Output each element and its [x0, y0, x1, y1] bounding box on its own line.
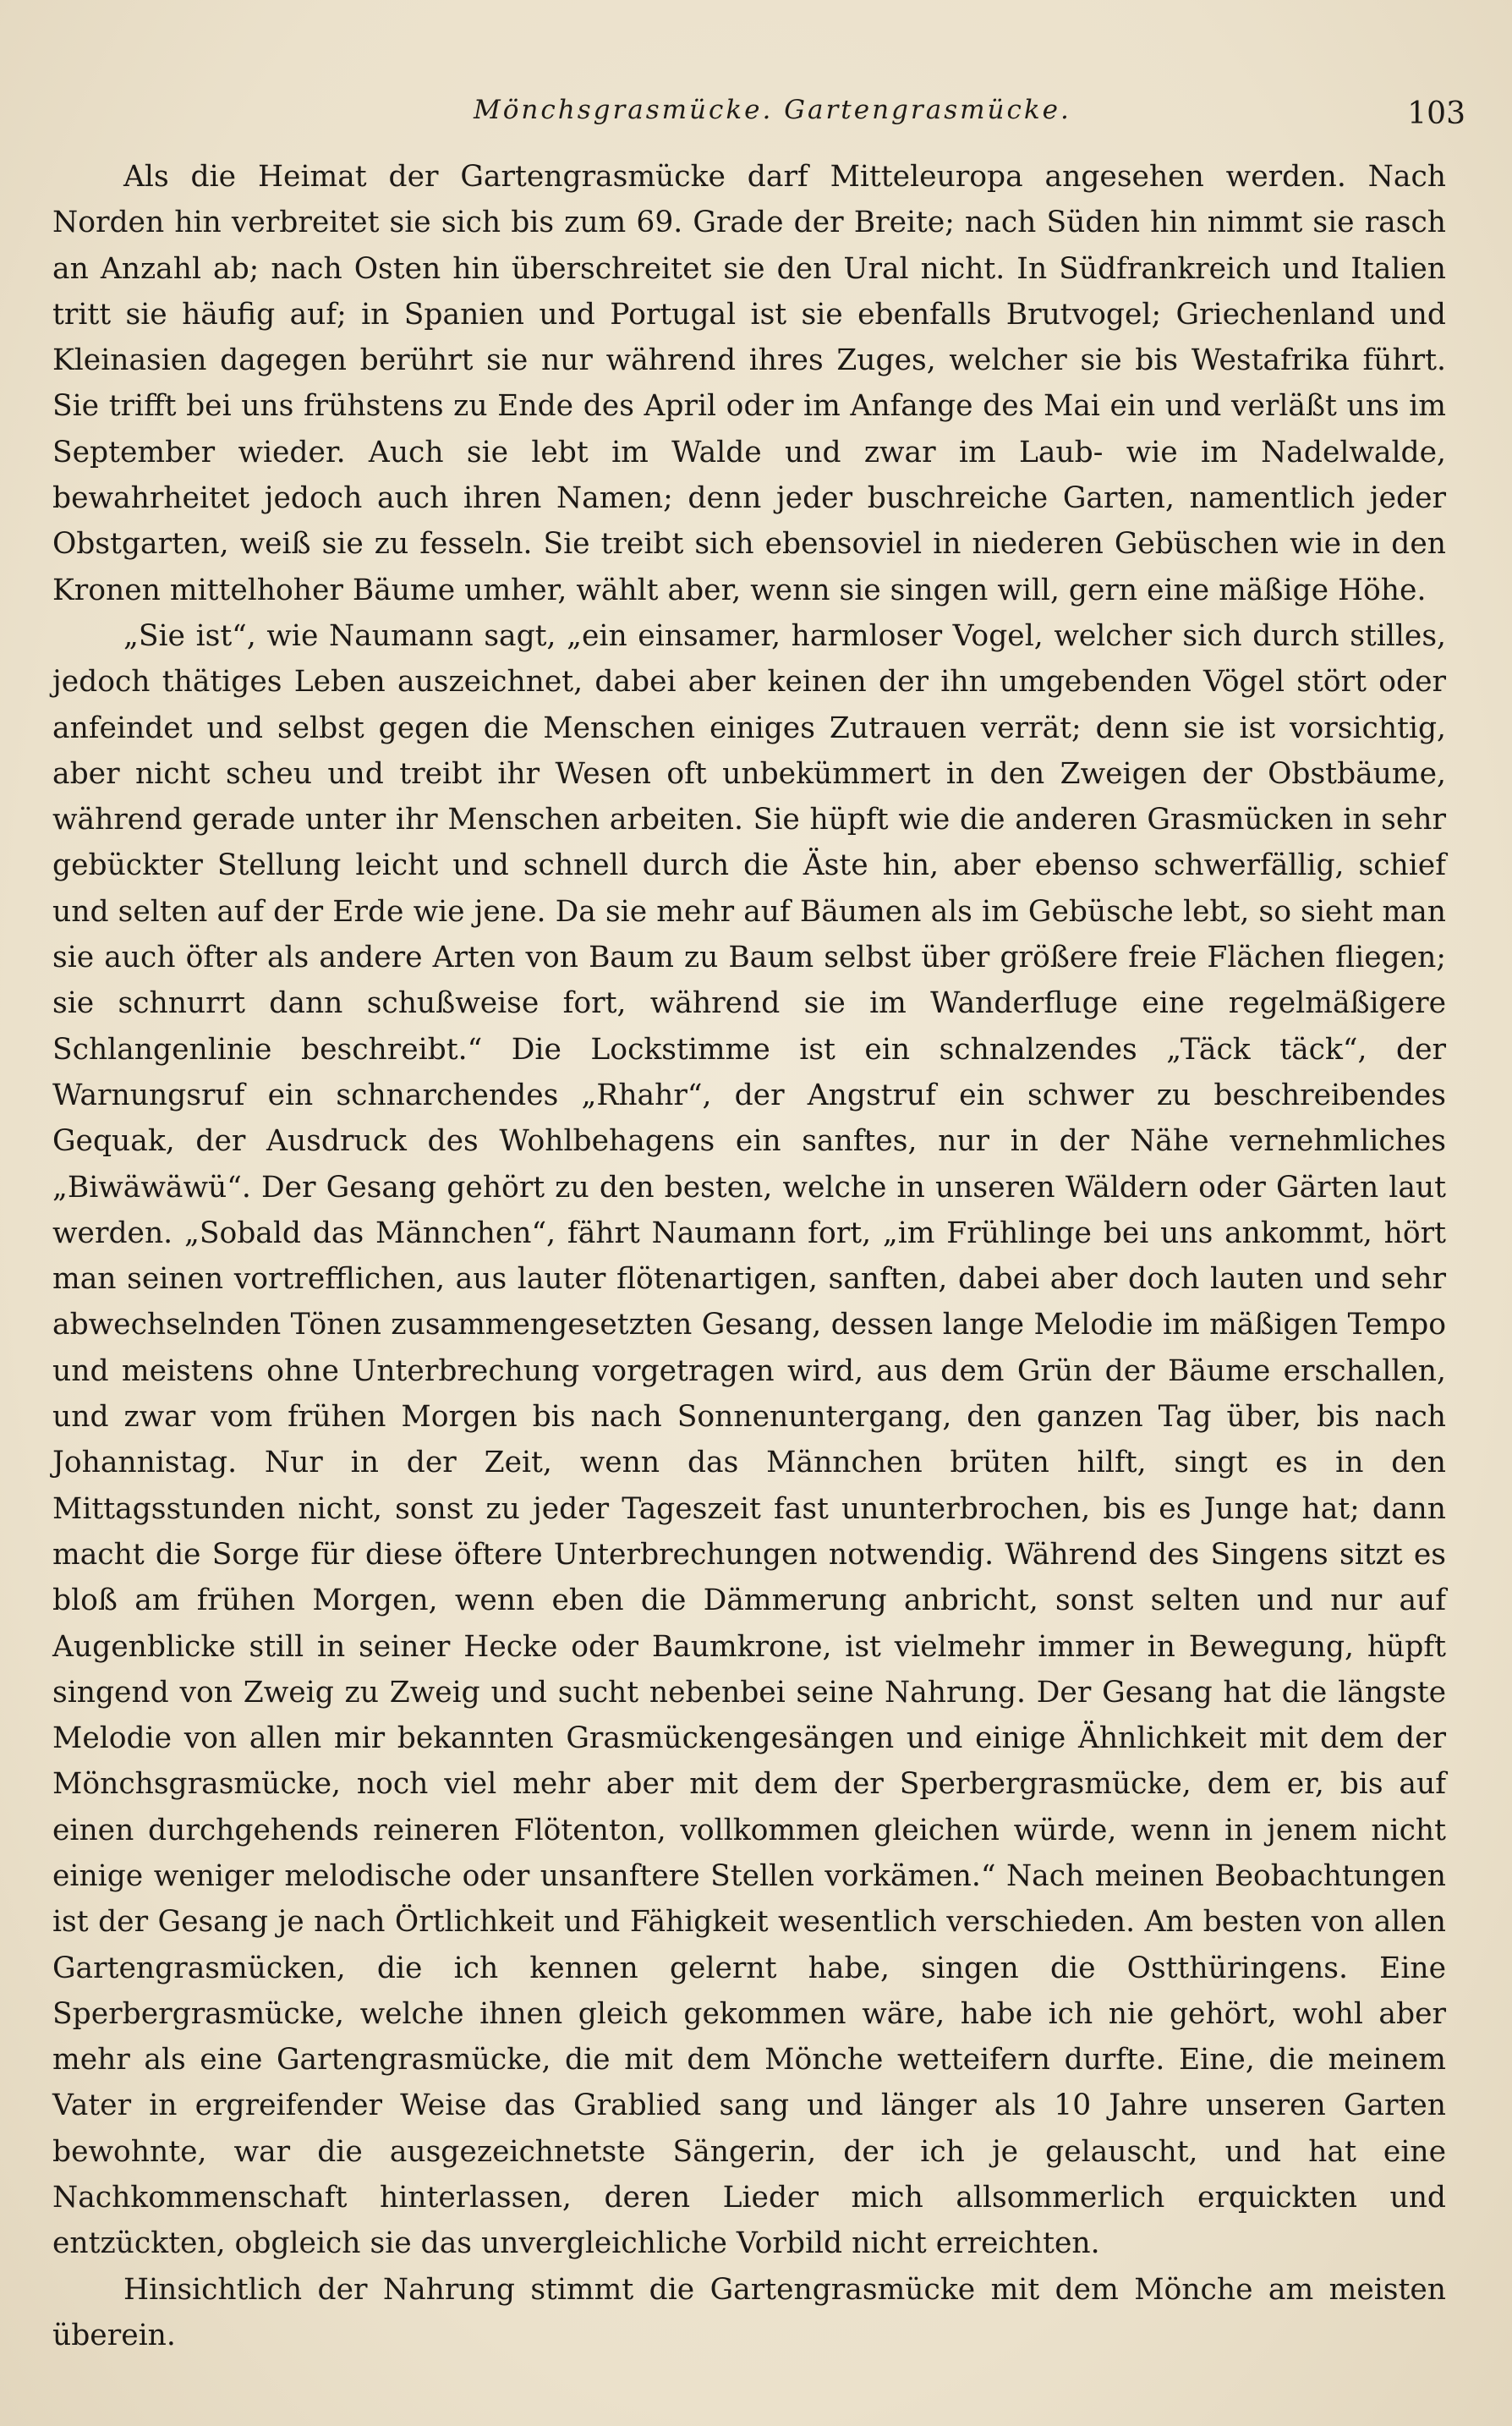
body-text: [52, 154, 1446, 2358]
paragraph-1: Als die Heimat der Gartengrasmücke darf Mitteleuropa angesehen werden. Nach Norden hin verbreitet sie sich bis zum 69. Grade der Breite; nach Süden hin nimmt sie rasch an Anzahl ab; nach Osten hin überschreitet sie den Ural nicht. In Südfrankreich und Italien tritt sie häufig auf; in Spanien und Portugal ist sie ebenfalls Brutvogel; Griechenland und Kleinasien dagegen berührt sie nur während ihres Zuges, welcher sie bis Westafrika führt. Sie trifft bei uns frühstens zu Ende des April oder im Anfange des Mai ein und verläßt uns im September wieder. Auch sie lebt im Walde und zwar im Laub- wie im Nadelwalde, bewahrheitet jedoch auch ihren Namen; denn jeder buschreiche Garten, namentlich jeder Obstgarten, weiß sie zu fesseln. Sie treibt sich ebensoviel in niederen Gebüschen wie in den Kronen mittelhoher Bäume umher, wählt aber, wenn sie singen will, gern eine mäßige Höhe.: [52, 160, 1446, 607]
page-header: [0, 95, 1512, 145]
running-title: Mönchsgrasmücke. Gartengrasmücke.: [474, 95, 1071, 125]
paragraph-3: Hinsichtlich der Nahrung stimmt die Gartengrasmücke mit dem Mönche am meisten überein.: [52, 2272, 1446, 2352]
page-number: 103: [1407, 96, 1465, 131]
paragraph-2: „Sie ist“, wie Naumann sagt, „ein einsamer, harmloser Vogel, welcher sich durch stilles, jedoch thätiges Leben auszeichnet, dabei aber keinen der ihn umgebenden Vögel stört oder anfeindet und selbst gegen die Menschen einiges Zutrauen verrät; denn sie ist vorsichtig, aber nicht scheu und treibt ihr Wesen oft unbekümmert in den Zweigen der Obstbäume, während gerade unter ihr Menschen arbeiten. Sie hüpft wie die anderen Grasmücken in sehr gebückter Stellung leicht und schnell durch die Äste hin, aber ebenso schwerfällig, schief und selten auf der Erde wie jene. Da sie mehr auf Bäumen als im Gebüsche lebt, so sieht man sie auch öfter als andere Arten von Baum zu Baum selbst über größere freie Flächen fliegen; sie schnurrt dann schußweise fort, während sie im Wanderfluge eine regelmäßigere Schlangenlinie beschreibt.“ Die Lockstimme ist ein schnalzendes „Täck täck“, der Warnungsruf ein schnarchendes „Rhahr“, der Angstruf ein schwer zu beschreibendes Gequak, der Ausdruck des Wohlbehagens ein sanftes, nur in der Nähe vernehmliches „Biwäwäwü“. Der Gesang gehört zu den besten, welche in unseren Wäldern oder Gärten laut werden. „Sobald das Männchen“, fährt Naumann fort, „im Frühlinge bei uns ankommt, hört man seinen vortrefflichen, aus lauter flötenartigen, sanften, dabei aber doch lauten und sehr abwechselnden Tönen zusammengesetzten Gesang, dessen lange Melodie im mäßigen Tempo und meistens ohne Unterbrechung vorgetragen wird, aus dem Grün der Bäume erschallen, und zwar vom frühen Morgen bis nach Sonnenuntergang, den ganzen Tag über, bis nach Johannistag. Nur in der Zeit, wenn das Männchen brüten hilft, singt es in den Mittagsstunden nicht, sonst zu jeder Tageszeit fast ununterbrochen, bis es Junge hat; dann macht die Sorge für diese öftere Unterbrechungen notwendig. Während des Singens sitzt es bloß am frühen Morgen, wenn eben die Dämmerung anbricht, sonst selten und nur auf Augenblicke still in seiner Hecke oder Baumkrone, ist vielmehr immer in Bewegung, hüpft singend von Zweig zu Zweig und sucht nebenbei seine Nahrung. Der Gesang hat die längste Melodie von allen mir bekannten Grasmückengesängen und einige Ähnlichkeit mit dem der Mönchsgrasmücke, noch viel mehr aber mit dem der Sperbergrasmücke, dem er, bis auf einen durchgehends reineren Flötenton, vollkommen gleichen würde, wenn in jenem nicht einige weniger melodische oder unsanftere Stellen vorkämen.“ Nach meinen Beobachtungen ist der Gesang je nach Örtlichkeit und Fähigkeit wesentlich verschieden. Am besten von allen Gartengrasmücken, die ich kennen gelernt habe, singen die Ostthüringens. Eine Sperbergrasmücke, welche ihnen gleich gekommen wäre, habe ich nie gehört, wohl aber mehr als eine Gartengrasmücke, die mit dem Mönche wetteifern durfte. Eine, die meinem Vater in ergreifender Weise das Grablied sang und länger als 10 Jahre unseren Garten bewohnte, war die ausgezeichnetste Sängerin, der ich je gelauscht, und hat eine Nachkommenschaft hinterlassen, deren Lieder mich allsommerlich erquickten und entzückten, obgleich sie das unvergleichliche Vorbild nicht erreichten.: [52, 618, 1446, 2261]
